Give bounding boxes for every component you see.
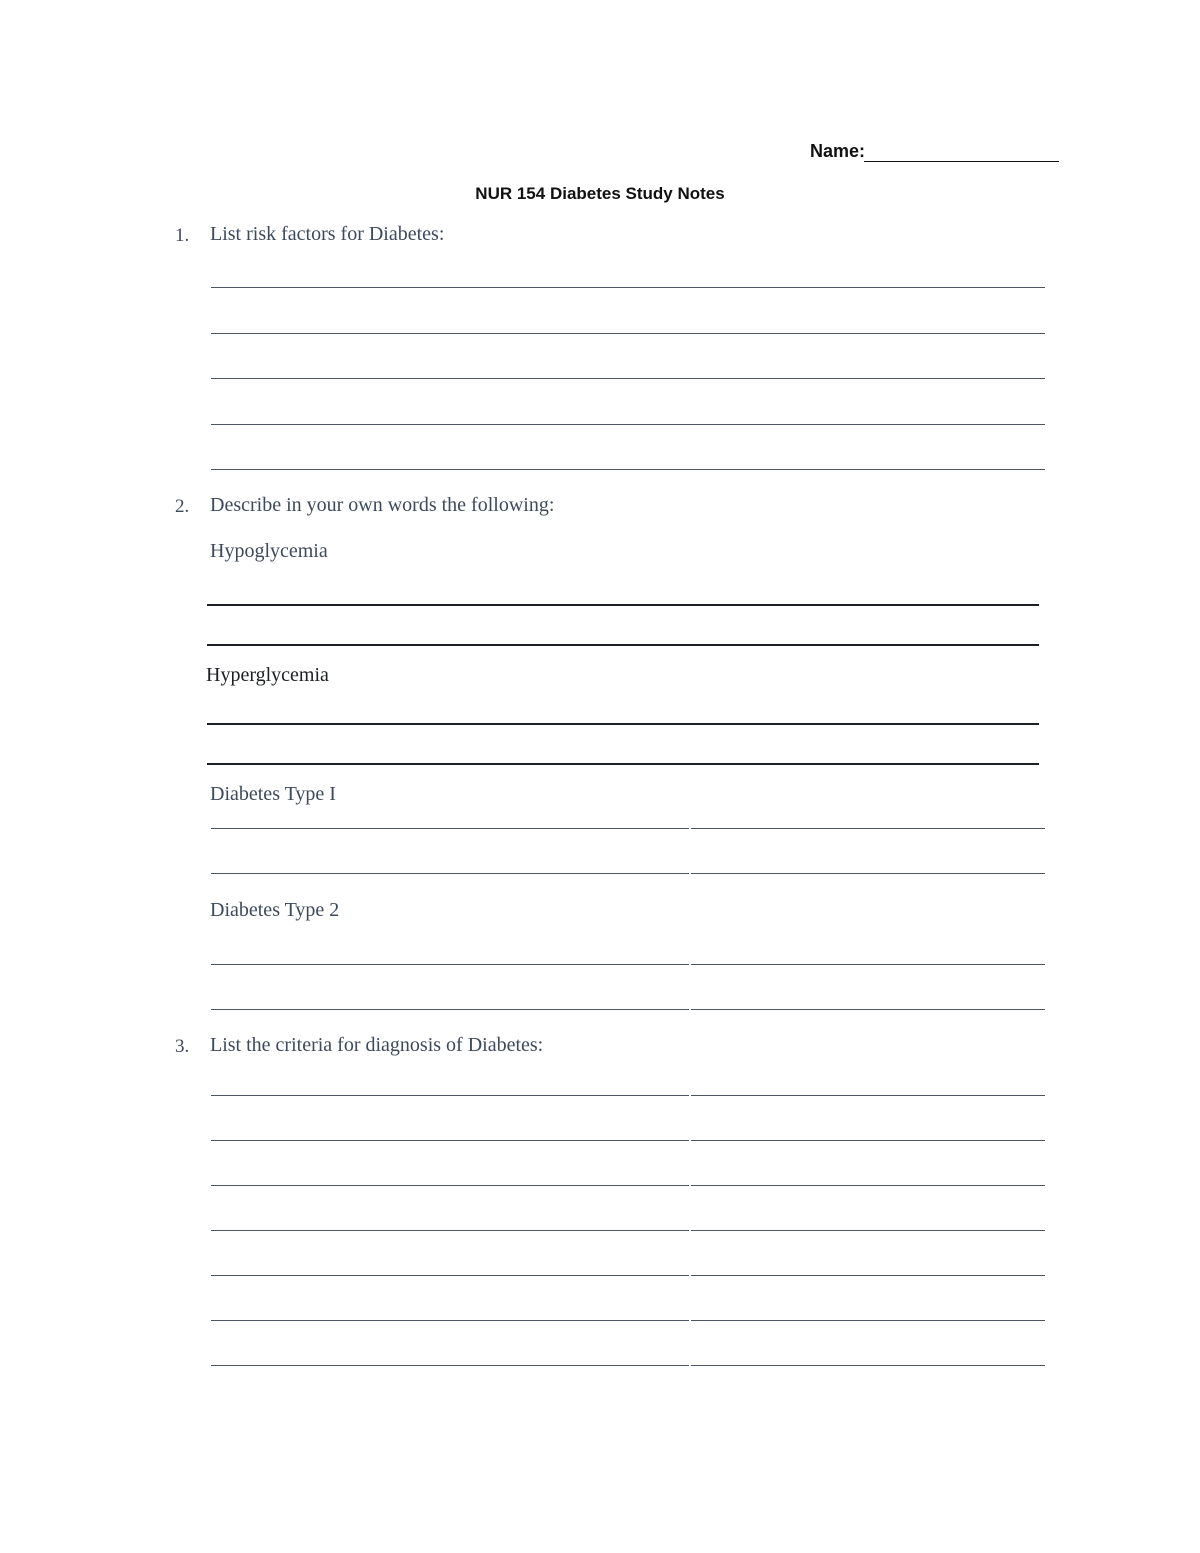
answer-line[interactable] [207, 763, 1039, 765]
subsection-hypoglycemia: Hypoglycemia [210, 540, 328, 562]
answer-line[interactable] [211, 1009, 1045, 1010]
question-3-number: 3. [175, 1036, 190, 1057]
answer-line[interactable] [211, 1230, 1045, 1231]
name-field-line[interactable] [864, 161, 1059, 162]
answer-line[interactable] [211, 1185, 1045, 1186]
question-1-text: List risk factors for Diabetes: [210, 223, 445, 245]
answer-line[interactable] [211, 964, 1045, 965]
answer-line[interactable] [211, 828, 1045, 829]
answer-line[interactable] [207, 604, 1039, 606]
answer-line[interactable] [211, 873, 1045, 874]
answer-line[interactable] [207, 644, 1039, 646]
answer-line[interactable] [211, 1140, 1045, 1141]
answer-line[interactable] [207, 723, 1039, 725]
answer-line[interactable] [211, 378, 1045, 379]
answer-line[interactable] [211, 1320, 1045, 1321]
subsection-diabetes-type-1: Diabetes Type I [210, 783, 336, 805]
question-2-number: 2. [175, 496, 190, 517]
name-label: Name: [810, 141, 866, 161]
document-title: NUR 154 Diabetes Study Notes [475, 184, 725, 203]
answer-line[interactable] [211, 1365, 1045, 1366]
answer-line[interactable] [211, 333, 1045, 334]
subsection-diabetes-type-2: Diabetes Type 2 [210, 899, 340, 921]
question-1-number: 1. [175, 225, 190, 246]
subsection-hyperglycemia: Hyperglycemia [206, 664, 329, 686]
question-3-text: List the criteria for diagnosis of Diabetes: [210, 1034, 544, 1056]
question-2-text: Describe in your own words the following: [210, 494, 555, 516]
answer-line[interactable] [211, 287, 1045, 288]
answer-line[interactable] [211, 469, 1045, 470]
answer-line[interactable] [211, 1275, 1045, 1276]
answer-line[interactable] [211, 424, 1045, 425]
answer-line[interactable] [211, 1095, 1045, 1096]
